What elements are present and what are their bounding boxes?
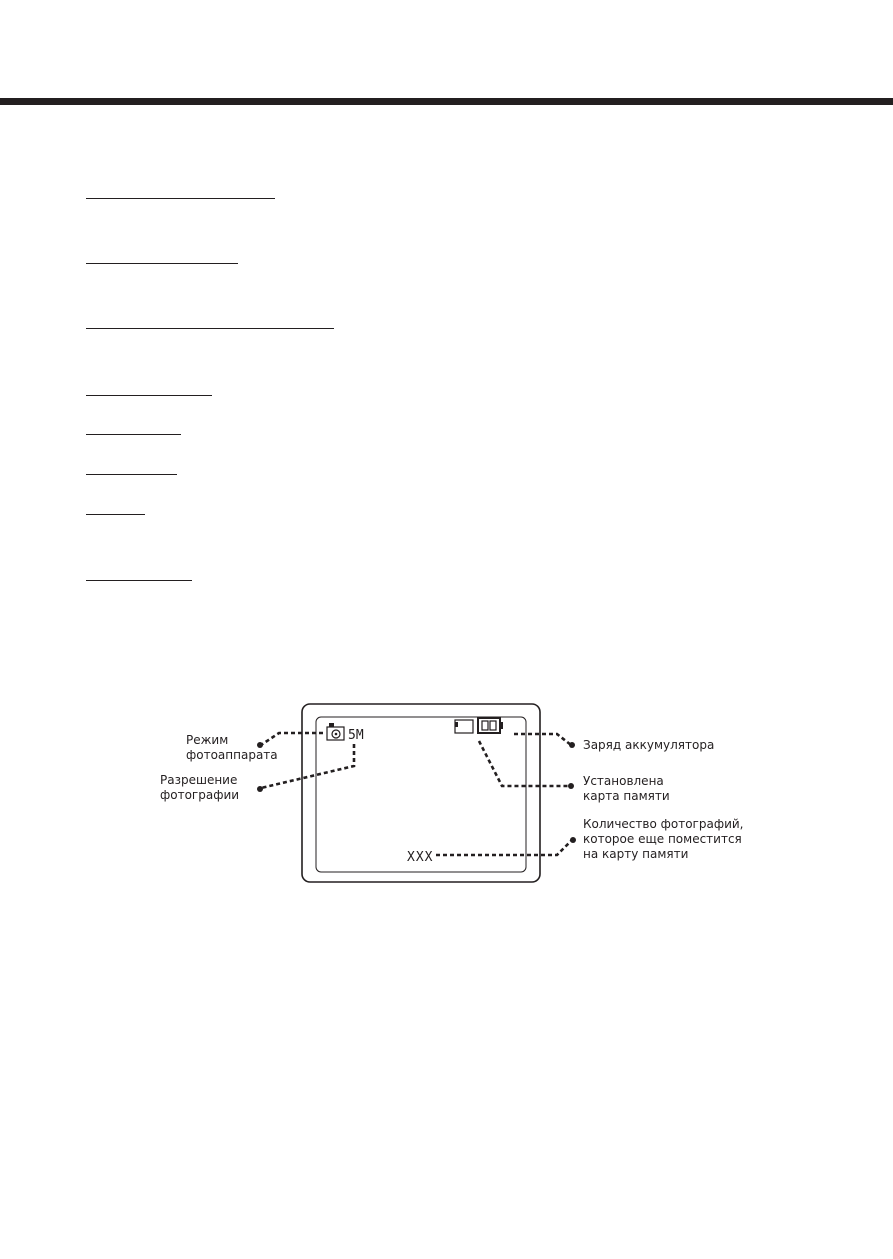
dot-resolution [257, 786, 263, 792]
callout-photos-remaining: Количество фотографий, которое еще поместится на карту памяти [583, 817, 744, 861]
camera-mode-icon [327, 723, 344, 740]
callout-photo-resolution: Разрешение фотографии [160, 773, 240, 802]
dot-memory-card [568, 783, 574, 789]
callout-battery-charge: Заряд аккумулятора [583, 738, 715, 752]
dot-battery [569, 742, 575, 748]
leader-memory-card [479, 741, 570, 786]
dot-photos-remaining [570, 837, 576, 843]
memory-card-icon [455, 720, 473, 733]
resolution-indicator: 5M [348, 728, 364, 743]
leader-battery [514, 734, 571, 745]
shots-remaining-indicator: XXX [407, 850, 434, 865]
leader-photos-remaining [436, 840, 572, 855]
callout-memory-card: Установлена карта памяти [583, 774, 670, 803]
battery-icon [478, 718, 503, 733]
callout-camera-mode: Режим фотоаппарата [186, 733, 278, 762]
